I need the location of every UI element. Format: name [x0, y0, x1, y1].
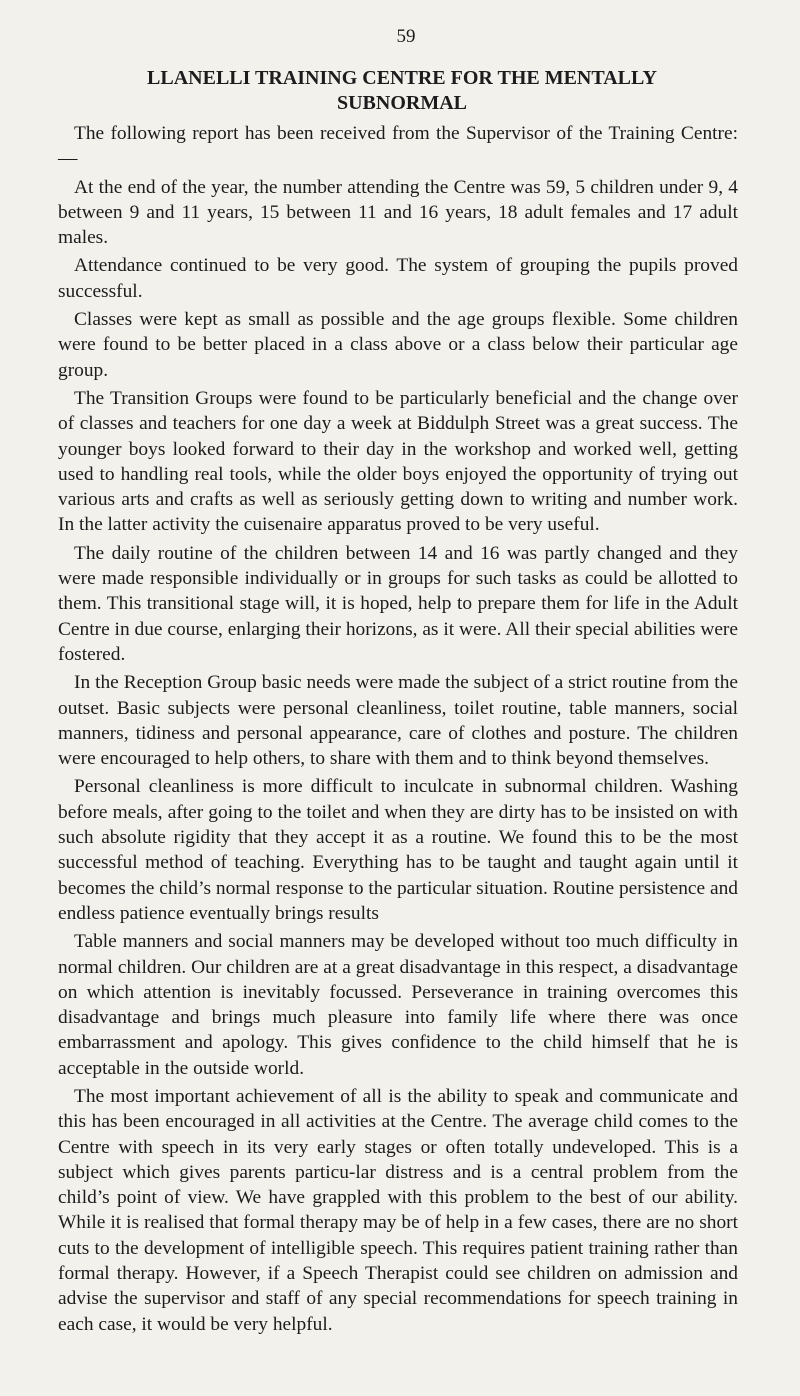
paragraph-attendance-numbers: At the end of the year, the number attending the Centre was 59, 5 children under 9, 4 between 9 and 11 years, 15 between 11 and 16 years, 18 adult females and 17 adult males. — [58, 176, 738, 249]
paragraph-daily-routine: The daily routine of the children between 14 and 16 was partly changed and they were made responsible individually or in groups for such tasks as could be allotted to them. This transitional stage will, it is hoped, help to prepare them for life in the Adult Centre in due course, enlarging their horizons, as it were. All their special abilities were fostered. — [58, 542, 738, 665]
paragraph-reception-group: In the Reception Group basic needs were made the subject of a strict routine from the outset. Basic subjects were personal cleanliness, toilet routine, table manners, social manners, tidiness and personal appearance, care of clothes and posture. The children were encouraged to help others, to share with them and to think beyond themselves. — [58, 672, 738, 770]
paragraph-table-manners: Table manners and social manners may be developed without too much difficulty in normal children. Our children are at a great disadvantage in this respect, a disadvantage on which attention is inevitably focussed. Perseverance in training overcomes this disadvantage and brings much pleasure into family life where there was once embarrassment and apology. This gives confidence to the child himself that he is acceptable in the outside world. — [58, 931, 738, 1079]
paragraph-classes: Classes were kept as small as possible and the age groups flexible. Some children were found to be better placed in a class above or a class below their particular age group. — [58, 309, 738, 381]
paragraph-speech: The most important achievement of all is the ability to speak and communicate and this has been encouraged in all activities at the Centre. The average child comes to the Centre with speech in its very early stages or often totally undeveloped. This is a subject which gives parents particu-lar distress and is a central problem from the child’s point of view. We have grappled with this problem to the best of our ability. While it is realised that formal therapy may be of help in a few cases, there are no short cuts to the development of intelligible speech. This requires patient training rather than formal therapy. However, if a Speech Therapist could see children on admission and advise the supervisor and staff of any special recommendations for speech training in each case, it would be very helpful. — [58, 1085, 738, 1335]
report-body — [58, 121, 738, 1337]
report-title — [58, 66, 738, 116]
paragraph-personal-cleanliness: Personal cleanliness is more difficult to inculcate in subnormal children. Washing before meals, after going to the toilet and when they are dirty has to be insisted on with such absolute rigidity that they accept it as a routine. We found this to be the most successful method of teaching. Everything has to be taught and taught again until it becomes the child’s normal response to the particular situation. Routine persistence and endless patience eventually brings results — [58, 776, 738, 924]
page-number: 59 — [396, 26, 416, 47]
report-title-line-2: SUBNORMAL — [336, 92, 467, 114]
report-title-line-1: LLANELLI TRAINING CENTRE FOR THE MENTALLY — [147, 67, 657, 89]
paragraph-intro: The following report has been received from the Supervisor of the Training Centre:— — [58, 123, 738, 170]
paragraph-transition-groups: The Transition Groups were found to be particularly beneficial and the change over of classes and teachers for one day a week at Biddulph Street was a great success. The younger boys looked forward to their day in the workshop and worked well, getting used to handling real tools, while the older boys enjoyed the opportunity of trying out various arts and crafts as well as seriously getting down to writing and number work. In the latter activity the cuisenaire apparatus proved to be very useful. — [58, 387, 738, 536]
paragraph-attendance: Attendance continued to be very good. The system of grouping the pupils proved successful. — [58, 255, 738, 302]
